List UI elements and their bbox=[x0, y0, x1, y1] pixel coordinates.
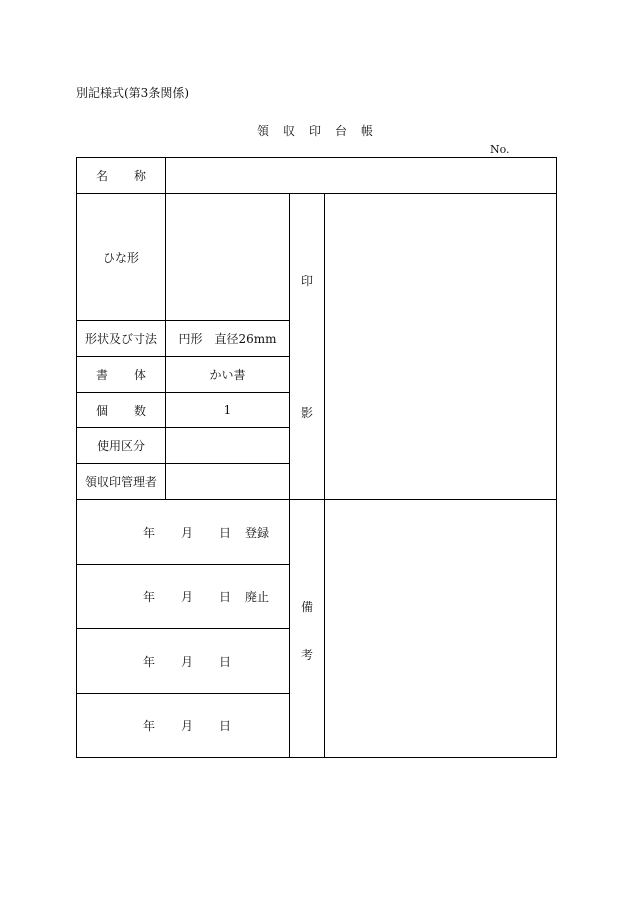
remarks-area[interactable] bbox=[325, 500, 556, 757]
year-label: 年 bbox=[143, 590, 156, 604]
usage-label: 使用区分 bbox=[96, 439, 145, 453]
day-label: 日 bbox=[219, 525, 232, 540]
page-title bbox=[0, 122, 630, 139]
registration-label: 登録 bbox=[245, 525, 270, 540]
day-label: 日 bbox=[219, 654, 232, 669]
impression-label-char: 印 bbox=[300, 273, 313, 288]
name-label-char: 名 bbox=[95, 169, 108, 183]
typeface-value[interactable]: かい書 bbox=[209, 368, 246, 382]
year-label: 年 bbox=[143, 719, 156, 733]
typeface-label-char: 書 bbox=[95, 368, 108, 382]
typeface-label bbox=[77, 357, 165, 392]
remarks-label-char: 考 bbox=[300, 647, 313, 662]
count-label bbox=[77, 393, 165, 427]
form-reference: 別記様式(第3条関係) bbox=[76, 86, 189, 100]
usage-value[interactable] bbox=[166, 428, 289, 463]
title-char: 帳 bbox=[361, 124, 374, 138]
manager-value[interactable] bbox=[166, 464, 289, 499]
count-label-char: 個 bbox=[95, 403, 108, 418]
abolition-label: 廃止 bbox=[245, 590, 270, 604]
date-row[interactable] bbox=[143, 565, 269, 628]
name-value[interactable] bbox=[166, 158, 556, 193]
title-char: 領 bbox=[256, 124, 269, 138]
manager-label: 領収印管理者 bbox=[84, 475, 157, 489]
number-label: No. bbox=[490, 143, 510, 156]
date-row[interactable] bbox=[143, 500, 269, 564]
shape-size-label: 形状及び寸法 bbox=[84, 332, 157, 346]
year-label: 年 bbox=[143, 525, 156, 540]
month-label: 月 bbox=[181, 719, 194, 733]
typeface-label-char: 体 bbox=[134, 368, 147, 382]
impression-area[interactable] bbox=[325, 194, 556, 499]
title-char: 印 bbox=[308, 124, 321, 138]
month-label: 月 bbox=[181, 654, 194, 669]
title-char: 台 bbox=[335, 124, 348, 138]
day-label: 日 bbox=[219, 719, 232, 733]
remarks-label-char: 備 bbox=[300, 599, 313, 614]
count-value[interactable]: 1 bbox=[223, 403, 232, 417]
date-row[interactable] bbox=[143, 629, 231, 693]
month-label: 月 bbox=[181, 525, 194, 540]
table-border-bottom bbox=[76, 757, 557, 758]
impression-label-char: 影 bbox=[300, 405, 313, 420]
title-char: 収 bbox=[282, 124, 295, 138]
date-row[interactable] bbox=[143, 694, 231, 757]
day-label: 日 bbox=[219, 590, 232, 604]
table-border-right bbox=[556, 157, 557, 758]
seal-image-value[interactable] bbox=[166, 194, 289, 320]
month-label: 月 bbox=[181, 590, 194, 604]
year-label: 年 bbox=[143, 654, 156, 669]
name-label-char: 称 bbox=[134, 169, 147, 183]
count-label-char: 数 bbox=[134, 403, 147, 418]
seal-image-label: ひな形 bbox=[102, 250, 139, 265]
shape-size-value[interactable]: 円形 直径26mm bbox=[178, 332, 277, 346]
name-label bbox=[77, 158, 165, 193]
